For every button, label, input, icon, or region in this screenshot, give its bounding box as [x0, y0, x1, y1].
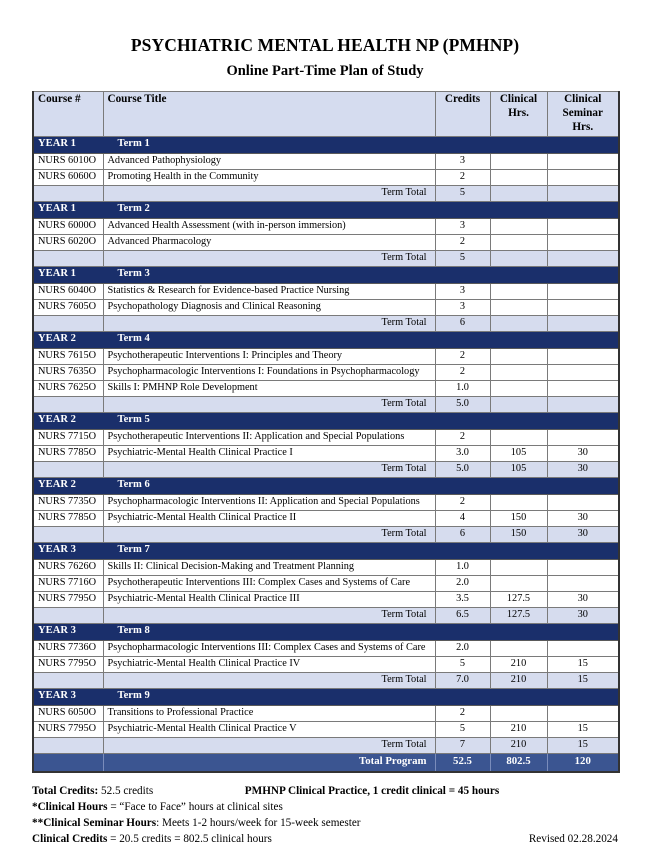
term-label: Term 8 — [103, 624, 435, 641]
table-header-row — [33, 92, 619, 137]
term-label: Term 2 — [103, 202, 435, 219]
clinical-hours-value: = “Face to Face” hours at clinical sites — [110, 801, 283, 814]
term-total-row — [33, 738, 619, 754]
table-row — [33, 154, 619, 170]
column-header-clinical-seminar-hours: Clinical Seminar Hrs. — [547, 92, 619, 137]
course-number-cell: NURS 7605O — [33, 300, 103, 316]
term-total-clinical: 210 — [490, 673, 547, 689]
course-title-cell: Advanced Pathophysiology — [103, 154, 435, 170]
clinical-seminar-cell — [547, 430, 619, 446]
year-label: YEAR 1 — [33, 137, 103, 154]
section-blank-credits — [435, 332, 490, 349]
course-title-cell: Psychopharmacologic Interventions II: Application and Special Populations — [103, 495, 435, 511]
course-title-cell: Promoting Health in the Community — [103, 170, 435, 186]
term-total-label: Term Total — [103, 397, 435, 413]
term-section-header-row — [33, 202, 619, 219]
clinical-hours-cell: 105 — [490, 446, 547, 462]
total-program-label: Total Program — [103, 754, 435, 773]
total-program-row — [33, 754, 619, 773]
term-total-clinical — [490, 397, 547, 413]
section-blank-credits — [435, 137, 490, 154]
clinical-seminar-label: **Clinical Seminar Hours — [32, 817, 157, 829]
table-row — [33, 284, 619, 300]
term-total-row — [33, 186, 619, 202]
term-section-header-row — [33, 543, 619, 560]
clinical-hours-cell: 210 — [490, 657, 547, 673]
section-blank-credits — [435, 689, 490, 706]
term-label: Term 7 — [103, 543, 435, 560]
column-header-course-title: Course Title — [103, 92, 435, 137]
section-blank-seminar — [547, 689, 619, 706]
section-blank-seminar — [547, 332, 619, 349]
clinical-hours-cell — [490, 641, 547, 657]
section-blank-credits — [435, 267, 490, 284]
term-section-header-row — [33, 689, 619, 706]
term-label: Term 9 — [103, 689, 435, 706]
clinical-seminar-cell — [547, 495, 619, 511]
clinical-hours-cell — [490, 235, 547, 251]
footer-line-clinical-hours — [32, 800, 618, 816]
term-total-credits: 6.5 — [435, 608, 490, 624]
clinical-hours-cell — [490, 349, 547, 365]
term-total-credits: 6 — [435, 316, 490, 332]
year-label: YEAR 2 — [33, 332, 103, 349]
term-section-header-row — [33, 332, 619, 349]
credits-cell: 2 — [435, 235, 490, 251]
section-blank-clinical — [490, 332, 547, 349]
course-title-cell: Psychotherapeutic Interventions III: Complex Cases and Systems of Care — [103, 576, 435, 592]
term-total-blank — [33, 186, 103, 202]
course-title-cell: Psychiatric-Mental Health Clinical Practice III — [103, 592, 435, 608]
table-row — [33, 349, 619, 365]
course-number-cell: NURS 6010O — [33, 154, 103, 170]
term-section-header-row — [33, 624, 619, 641]
table-row — [33, 365, 619, 381]
credits-cell: 3.5 — [435, 592, 490, 608]
section-blank-clinical — [490, 267, 547, 284]
term-total-credits: 5.0 — [435, 397, 490, 413]
course-number-cell: NURS 7795O — [33, 592, 103, 608]
clinical-seminar-cell — [547, 560, 619, 576]
course-number-cell: NURS 7715O — [33, 430, 103, 446]
year-label: YEAR 2 — [33, 478, 103, 495]
table-row — [33, 430, 619, 446]
page-title: PSYCHIATRIC MENTAL HEALTH NP (PMHNP) — [130, 35, 520, 55]
course-number-cell: NURS 7626O — [33, 560, 103, 576]
section-blank-seminar — [547, 624, 619, 641]
section-blank-clinical — [490, 689, 547, 706]
term-section-header-row — [33, 478, 619, 495]
section-blank-credits — [435, 202, 490, 219]
term-total-label: Term Total — [103, 738, 435, 754]
term-total-clinical: 105 — [490, 462, 547, 478]
credits-cell: 3 — [435, 300, 490, 316]
term-total-clinical: 150 — [490, 527, 547, 543]
section-blank-clinical — [490, 478, 547, 495]
clinical-seminar-cell — [547, 300, 619, 316]
clinical-hours-cell — [490, 560, 547, 576]
credits-cell: 3 — [435, 284, 490, 300]
clinical-hours-cell — [490, 170, 547, 186]
footer-line-total-credits — [32, 784, 618, 800]
column-header-credits: Credits — [435, 92, 490, 137]
section-blank-credits — [435, 624, 490, 641]
course-number-cell: NURS 6050O — [33, 706, 103, 722]
course-number-cell: NURS 7635O — [33, 365, 103, 381]
course-number-cell: NURS 7615O — [33, 349, 103, 365]
year-label: YEAR 3 — [33, 689, 103, 706]
clinical-hours-label: *Clinical Hours — [32, 801, 108, 814]
credits-cell: 3 — [435, 154, 490, 170]
course-number-cell: NURS 6060O — [33, 170, 103, 186]
section-blank-credits — [435, 543, 490, 560]
clinical-credits-label: Clinical Credits — [32, 832, 108, 845]
table-header — [33, 92, 619, 137]
term-section-header-row — [33, 137, 619, 154]
course-title-cell: Advanced Pharmacology — [103, 235, 435, 251]
section-blank-seminar — [547, 137, 619, 154]
credits-cell: 2 — [435, 495, 490, 511]
term-total-blank — [33, 527, 103, 543]
term-total-clinical — [490, 186, 547, 202]
clinical-hours-cell — [490, 706, 547, 722]
term-total-seminar: 15 — [547, 738, 619, 754]
clinical-seminar-cell — [547, 576, 619, 592]
term-label: Term 6 — [103, 478, 435, 495]
term-total-credits: 5.0 — [435, 462, 490, 478]
table-body — [33, 137, 619, 773]
footer-line-clinical-seminar — [32, 816, 618, 832]
term-total-blank — [33, 608, 103, 624]
credits-cell: 5 — [435, 722, 490, 738]
course-number-cell: NURS 7716O — [33, 576, 103, 592]
course-title-cell: Skills I: PMHNP Role Development — [103, 381, 435, 397]
section-blank-clinical — [490, 543, 547, 560]
clinical-seminar-value: : Meets 1-2 hours/week for 15-week semester — [156, 817, 361, 829]
course-number-cell: NURS 6040O — [33, 284, 103, 300]
clinical-seminar-cell: 30 — [547, 511, 619, 527]
credits-cell: 1.0 — [435, 560, 490, 576]
term-label: Term 3 — [103, 267, 435, 284]
course-title-cell: Advanced Health Assessment (with in-person immersion) — [103, 219, 435, 235]
term-label: Term 5 — [103, 413, 435, 430]
section-blank-credits — [435, 413, 490, 430]
term-total-label: Term Total — [103, 673, 435, 689]
section-blank-clinical — [490, 137, 547, 154]
page-subtitle: Online Part-Time Plan of Study — [226, 63, 424, 80]
table-row — [33, 641, 619, 657]
clinical-seminar-cell — [547, 154, 619, 170]
clinical-hours-cell: 127.5 — [490, 592, 547, 608]
year-label: YEAR 3 — [33, 543, 103, 560]
section-blank-clinical — [490, 202, 547, 219]
table-row — [33, 446, 619, 462]
term-total-seminar — [547, 251, 619, 267]
section-blank-seminar — [547, 478, 619, 495]
credits-cell: 2 — [435, 430, 490, 446]
table-row — [33, 592, 619, 608]
course-title-cell: Psychiatric-Mental Health Clinical Practice I — [103, 446, 435, 462]
course-title-cell: Psychotherapeutic Interventions II: Application and Special Populations — [103, 430, 435, 446]
credits-cell: 1.0 — [435, 381, 490, 397]
term-total-blank — [33, 462, 103, 478]
clinical-seminar-cell — [547, 706, 619, 722]
term-total-row — [33, 527, 619, 543]
footer-notes — [0, 773, 650, 848]
term-total-row — [33, 251, 619, 267]
clinical-hours-cell — [490, 154, 547, 170]
year-label: YEAR 1 — [33, 267, 103, 284]
table-row — [33, 495, 619, 511]
course-title-cell: Psychotherapeutic Interventions I: Principles and Theory — [103, 349, 435, 365]
term-label: Term 1 — [103, 137, 435, 154]
clinical-practice-note: PMHNP Clinical Practice, 1 credit clinical = 45 hours — [244, 785, 500, 798]
year-label: YEAR 3 — [33, 624, 103, 641]
course-number-cell: NURS 7795O — [33, 657, 103, 673]
term-total-label: Term Total — [103, 251, 435, 267]
term-total-label: Term Total — [103, 527, 435, 543]
clinical-seminar-cell — [547, 170, 619, 186]
term-total-clinical: 127.5 — [490, 608, 547, 624]
plan-of-study-table-wrapper — [0, 91, 650, 773]
total-program-credits: 52.5 — [435, 754, 490, 773]
clinical-seminar-cell — [547, 235, 619, 251]
clinical-hours-cell: 150 — [490, 511, 547, 527]
clinical-hours-cell — [490, 365, 547, 381]
course-title-cell: Skills II: Clinical Decision-Making and Treatment Planning — [103, 560, 435, 576]
year-label: YEAR 1 — [33, 202, 103, 219]
plan-of-study-table — [32, 91, 620, 773]
course-number-cell: NURS 7785O — [33, 446, 103, 462]
course-number-cell: NURS 6000O — [33, 219, 103, 235]
course-title-cell: Psychiatric-Mental Health Clinical Practice V — [103, 722, 435, 738]
credits-cell: 4 — [435, 511, 490, 527]
credits-cell: 3.0 — [435, 446, 490, 462]
table-row — [33, 560, 619, 576]
course-title-cell: Psychiatric-Mental Health Clinical Practice IV — [103, 657, 435, 673]
course-title-cell: Psychopathology Diagnosis and Clinical Reasoning — [103, 300, 435, 316]
year-label: YEAR 2 — [33, 413, 103, 430]
section-blank-seminar — [547, 543, 619, 560]
term-label: Term 4 — [103, 332, 435, 349]
course-number-cell: NURS 7795O — [33, 722, 103, 738]
title-block — [0, 0, 650, 80]
term-total-seminar: 30 — [547, 608, 619, 624]
term-total-clinical: 210 — [490, 738, 547, 754]
clinical-seminar-cell — [547, 381, 619, 397]
credits-cell: 2.0 — [435, 576, 490, 592]
term-total-seminar — [547, 316, 619, 332]
term-total-seminar: 30 — [547, 527, 619, 543]
clinical-hours-cell — [490, 219, 547, 235]
table-row — [33, 300, 619, 316]
term-total-clinical — [490, 316, 547, 332]
term-total-credits: 5 — [435, 251, 490, 267]
total-program-blank — [33, 754, 103, 773]
revised-date: Revised 02.28.2024 — [528, 832, 618, 845]
clinical-seminar-cell: 30 — [547, 592, 619, 608]
term-total-credits: 7 — [435, 738, 490, 754]
clinical-seminar-cell — [547, 641, 619, 657]
term-total-blank — [33, 738, 103, 754]
credits-cell: 2 — [435, 365, 490, 381]
term-total-seminar — [547, 397, 619, 413]
term-total-blank — [33, 397, 103, 413]
column-header-course-number: Course # — [33, 92, 103, 137]
course-number-cell: NURS 7625O — [33, 381, 103, 397]
credits-cell: 2 — [435, 706, 490, 722]
term-total-row — [33, 608, 619, 624]
clinical-hours-cell — [490, 300, 547, 316]
clinical-hours-cell — [490, 576, 547, 592]
term-total-seminar: 30 — [547, 462, 619, 478]
term-total-label: Term Total — [103, 608, 435, 624]
section-blank-clinical — [490, 413, 547, 430]
clinical-seminar-cell — [547, 349, 619, 365]
course-number-cell: NURS 6020O — [33, 235, 103, 251]
table-row — [33, 381, 619, 397]
term-total-blank — [33, 316, 103, 332]
table-row — [33, 170, 619, 186]
clinical-seminar-cell — [547, 365, 619, 381]
course-number-cell: NURS 7785O — [33, 511, 103, 527]
clinical-hours-cell — [490, 430, 547, 446]
credits-cell: 3 — [435, 219, 490, 235]
total-program-seminar: 120 — [547, 754, 619, 773]
term-total-label: Term Total — [103, 462, 435, 478]
term-total-credits: 5 — [435, 186, 490, 202]
credits-cell: 2.0 — [435, 641, 490, 657]
course-number-cell: NURS 7735O — [33, 495, 103, 511]
term-total-credits: 7.0 — [435, 673, 490, 689]
credits-cell: 5 — [435, 657, 490, 673]
section-blank-seminar — [547, 267, 619, 284]
course-title-cell: Transitions to Professional Practice — [103, 706, 435, 722]
term-total-blank — [33, 251, 103, 267]
course-title-cell: Psychopharmacologic Interventions III: Complex Cases and Systems of Care — [103, 641, 435, 657]
table-row — [33, 706, 619, 722]
section-blank-seminar — [547, 413, 619, 430]
table-row — [33, 657, 619, 673]
term-total-row — [33, 397, 619, 413]
course-title-cell: Psychiatric-Mental Health Clinical Practice II — [103, 511, 435, 527]
course-number-cell: NURS 7736O — [33, 641, 103, 657]
term-section-header-row — [33, 413, 619, 430]
term-total-label: Term Total — [103, 186, 435, 202]
term-total-clinical — [490, 251, 547, 267]
clinical-seminar-cell: 15 — [547, 657, 619, 673]
table-row — [33, 576, 619, 592]
term-total-seminar: 15 — [547, 673, 619, 689]
term-total-row — [33, 462, 619, 478]
term-total-seminar — [547, 186, 619, 202]
clinical-hours-cell — [490, 381, 547, 397]
table-row — [33, 511, 619, 527]
term-total-row — [33, 673, 619, 689]
term-total-label: Term Total — [103, 316, 435, 332]
clinical-seminar-cell — [547, 284, 619, 300]
clinical-hours-cell — [490, 284, 547, 300]
table-row — [33, 722, 619, 738]
credits-cell: 2 — [435, 170, 490, 186]
clinical-seminar-cell — [547, 219, 619, 235]
clinical-hours-cell: 210 — [490, 722, 547, 738]
clinical-seminar-cell: 15 — [547, 722, 619, 738]
total-credits-value: 52.5 credits — [101, 785, 154, 798]
credits-cell: 2 — [435, 349, 490, 365]
term-total-credits: 6 — [435, 527, 490, 543]
total-program-clinical: 802.5 — [490, 754, 547, 773]
course-title-cell: Psychopharmacologic Interventions I: Foundations in Psychopharmacology — [103, 365, 435, 381]
table-row — [33, 219, 619, 235]
column-header-clinical-hours: Clinical Hrs. — [490, 92, 547, 137]
term-section-header-row — [33, 267, 619, 284]
clinical-hours-cell — [490, 495, 547, 511]
section-blank-credits — [435, 478, 490, 495]
section-blank-seminar — [547, 202, 619, 219]
course-title-cell: Statistics & Research for Evidence-based Practice Nursing — [103, 284, 435, 300]
term-total-blank — [33, 673, 103, 689]
clinical-credits-value: = 20.5 credits = 802.5 clinical hours — [110, 832, 272, 845]
table-row — [33, 235, 619, 251]
clinical-seminar-cell: 30 — [547, 446, 619, 462]
term-total-row — [33, 316, 619, 332]
total-credits-label: Total Credits: — [32, 785, 99, 798]
section-blank-clinical — [490, 624, 547, 641]
